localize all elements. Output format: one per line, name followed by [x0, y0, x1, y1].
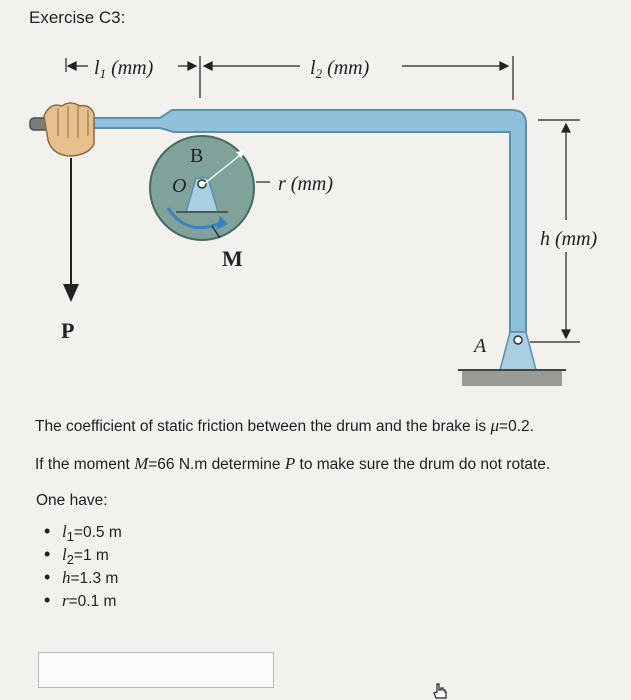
given-l2: • $l_2=1$ m	[38, 543, 122, 566]
label-l2: $l_2$ (mm)	[310, 57, 370, 81]
hand-icon	[44, 103, 94, 156]
label-O: O	[172, 175, 187, 197]
label-l1: $l_1$ (mm)	[94, 57, 154, 81]
brake-diagram	[0, 40, 631, 390]
given-h: • h=1.3 m	[38, 566, 122, 589]
given-intro: One have:	[36, 492, 108, 509]
label-M: M	[222, 246, 243, 271]
ground	[462, 370, 562, 386]
hand-cursor-icon	[431, 682, 449, 700]
label-r: r (mm)	[278, 173, 333, 195]
exercise-title: Exercise C3:	[29, 8, 126, 27]
pin-A	[514, 336, 522, 344]
label-B: B	[190, 145, 204, 167]
label-A: A	[474, 335, 487, 357]
given-l1: • $l_1=0.5$ m	[38, 520, 122, 543]
force-arrowhead-P	[63, 284, 79, 302]
answer-input[interactable]	[38, 652, 274, 688]
label-P: P	[61, 318, 75, 343]
given-values-list	[38, 520, 122, 612]
label-h: h (mm)	[540, 228, 598, 250]
friction-statement: The coefficient of static friction between the drum and the brake is μ=0.2.	[35, 416, 534, 435]
given-r: • r=0.1 m	[38, 589, 122, 612]
moment-statement: If the moment M=66 N.m determine P to make sure the drum do not rotate.	[35, 454, 551, 473]
brake-lever	[92, 110, 526, 332]
